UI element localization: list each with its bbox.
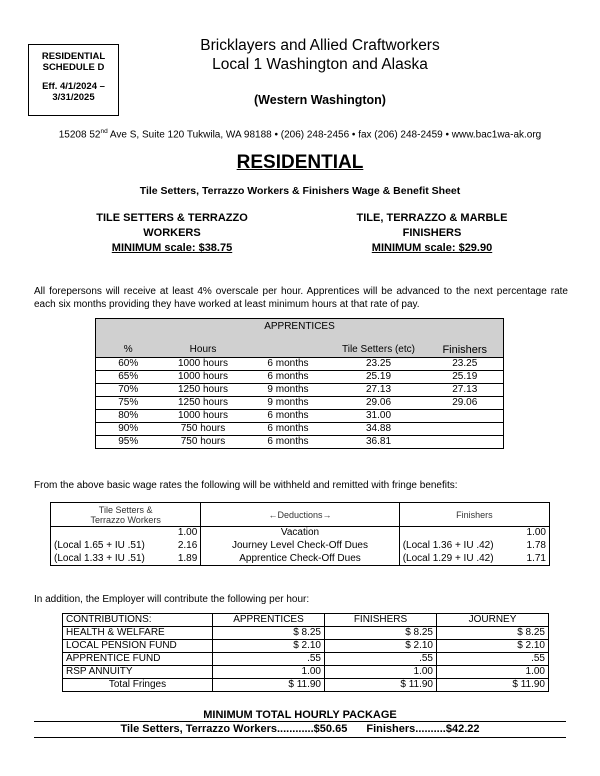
contribution-cell: .55: [437, 653, 549, 666]
tile-setters-scale: [82, 211, 262, 256]
total-fringes-label: Total Fringes: [63, 679, 213, 692]
apprentices-header-period: [246, 344, 331, 358]
total-fringes-journey: $ 11.90: [437, 679, 549, 692]
effective-date-line1: Eff. 4/1/2024 –: [42, 81, 105, 92]
tile-setters-minimum: MINIMUM scale: $38.75: [111, 242, 233, 254]
contribution-cell: .55: [213, 653, 325, 666]
contribution-cell: RSP ANNUITY: [63, 666, 213, 679]
apprentice-cell: 23.25: [427, 358, 504, 371]
apprentice-cell: [427, 423, 504, 436]
apprentice-cell: 70%: [96, 384, 161, 397]
contribution-cell: $ 2.10: [325, 640, 437, 653]
finishers-scale-line1: TILE, TERRAZZO & MARBLE: [356, 212, 508, 224]
total-fringes-apprentices: $ 11.90: [213, 679, 325, 692]
contribution-row: [63, 653, 549, 666]
contribution-cell: $ 2.10: [213, 640, 325, 653]
contrib-header-journey: JOURNEY: [437, 614, 549, 627]
deduction-type: Vacation: [280, 527, 320, 539]
apprentice-cell: [427, 410, 504, 423]
apprentice-row: [96, 397, 504, 410]
foreperson-paragraph: All forepersons will receive at least 4% overscale per hour. Apprentices will be advanced to the next percentage rate each six months providing they have worked at least minimum hours at that rate of pay.: [34, 286, 568, 310]
deductions-header-tile-setters: Tile Setters & Terrazzo Workers: [51, 503, 201, 527]
apprentice-cell: 95%: [96, 436, 161, 449]
apprentice-cell: 1250 hours: [161, 397, 246, 410]
contribution-cell: 1.00: [213, 666, 325, 679]
apprentices-header-tile-setters: Tile Setters (etc): [331, 344, 427, 358]
apprentice-cell: 9 months: [246, 384, 331, 397]
deduction-left-label: (Local 1.33 + IU .51): [54, 552, 145, 564]
schedule-box: [28, 44, 119, 116]
apprentice-cell: 6 months: [246, 436, 331, 449]
deductions-header-finishers: Finishers: [399, 503, 549, 527]
contribution-cell: $ 8.25: [437, 627, 549, 640]
apprentice-cell: 6 months: [246, 371, 331, 384]
deduction-left-label: (Local 1.65 + IU .51): [54, 540, 145, 551]
apprentice-row: [96, 423, 504, 436]
contribution-cell: APPRENTICE FUND: [63, 653, 213, 666]
deduction-right-label: (Local 1.36 + IU .42): [402, 540, 494, 551]
apprentice-cell: 25.19: [331, 371, 427, 384]
apprentice-cell: 29.06: [331, 397, 427, 410]
contribution-row: [63, 627, 549, 640]
tile-setters-scale-line2: WORKERS: [143, 227, 201, 239]
schedule-line2: SCHEDULE D: [42, 62, 105, 73]
withheld-paragraph: From the above basic wage rates the following will be withheld and remitted with fringe benefits:: [34, 480, 458, 491]
apprentice-row: [96, 358, 504, 371]
apprentice-cell: 31.00: [331, 410, 427, 423]
deductions-header-deductions: ←Deductions→: [201, 503, 399, 527]
deductions-table: [50, 502, 550, 566]
apprentice-cell: 27.13: [331, 384, 427, 397]
apprentice-cell: 34.88: [331, 423, 427, 436]
contribution-cell: $ 2.10: [437, 640, 549, 653]
apprentice-cell: 750 hours: [161, 436, 246, 449]
apprentice-cell: 25.19: [427, 371, 504, 384]
deduction-left-value: 1.00: [177, 527, 198, 539]
apprentice-cell: 90%: [96, 423, 161, 436]
deduction-left-value: 1.89: [177, 552, 198, 564]
finishers-scale: [342, 211, 522, 256]
apprentice-cell: 9 months: [246, 397, 331, 410]
page-subtitle: Tile Setters, Terrazzo Workers & Finishers Wage & Benefit Sheet: [139, 185, 461, 197]
apprentice-cell: 1000 hours: [161, 371, 246, 384]
deduction-type: Apprentice Check-Off Dues: [239, 552, 361, 564]
apprentices-header-hours: Hours: [161, 344, 246, 358]
apprentice-cell: 23.25: [331, 358, 427, 371]
contrib-header-apprentices: APPRENTICES: [213, 614, 325, 627]
contribution-cell: $ 8.25: [213, 627, 325, 640]
apprentice-cell: 80%: [96, 410, 161, 423]
contribution-cell: 1.00: [437, 666, 549, 679]
address-rest: Ave S, Suite 120 Tukwila, WA 98188 • (206) 248-2456 • fax (206) 248-2459 • www.bac1wa-ak.org: [107, 129, 542, 141]
tile-setters-scale-line1: TILE SETTERS & TERRAZZO: [96, 212, 248, 224]
deduction-right-value: 1.78: [526, 540, 546, 551]
address-line: [0, 128, 600, 140]
apprentice-row: [96, 384, 504, 397]
apprentice-cell: 1250 hours: [161, 384, 246, 397]
total-fringes-finishers: $ 11.90: [325, 679, 437, 692]
region-label: (Western Washington): [254, 93, 386, 107]
apprentices-header-finishers: Finishers: [427, 344, 504, 358]
finishers-scale-line2: FINISHERS: [402, 227, 462, 239]
contribution-row: [63, 640, 549, 653]
package-title: MINIMUM TOTAL HOURLY PACKAGE: [203, 709, 397, 721]
package-divider-top: [34, 721, 566, 722]
address-number: 15208 52: [58, 129, 101, 141]
apprentice-cell: 65%: [96, 371, 161, 384]
deduction-type: Journey Level Check-Off Dues: [231, 540, 368, 551]
deduction-right-label: (Local 1.29 + IU .42): [402, 552, 494, 564]
org-line1: Bricklayers and Allied Craftworkers: [200, 37, 440, 54]
apprentice-cell: 60%: [96, 358, 161, 371]
apprentice-cell: 29.06: [427, 397, 504, 410]
contribution-cell: $ 8.25: [325, 627, 437, 640]
apprentice-cell: 1000 hours: [161, 358, 246, 371]
apprentice-row: [96, 436, 504, 449]
deduction-right-value: 1.00: [526, 527, 546, 539]
apprentice-cell: 750 hours: [161, 423, 246, 436]
deduction-row: [51, 553, 550, 566]
apprentice-cell: 6 months: [246, 410, 331, 423]
apprentices-table: [95, 318, 504, 449]
deduction-left-value: 2.16: [177, 540, 198, 551]
page-title: RESIDENTIAL: [236, 152, 364, 173]
contrib-header-label: CONTRIBUTIONS:: [63, 614, 213, 627]
contribution-cell: LOCAL PENSION FUND: [63, 640, 213, 653]
apprentice-row: [96, 371, 504, 384]
deduction-row: [51, 540, 550, 553]
contributions-table: [62, 613, 549, 692]
address-suffix: nd: [100, 128, 108, 135]
employer-contribution-paragraph: In addition, the Employer will contribute the following per hour:: [34, 594, 310, 605]
contribution-row: [63, 666, 549, 679]
organization-name: [140, 36, 500, 74]
deduction-row: [51, 527, 550, 540]
schedule-line1: RESIDENTIAL: [41, 51, 106, 62]
package-finishers: Finishers..........$42.22: [366, 723, 480, 735]
apprentice-cell: 6 months: [246, 423, 331, 436]
apprentice-cell: 75%: [96, 397, 161, 410]
org-line2: Local 1 Washington and Alaska: [212, 56, 428, 73]
apprentices-caption: APPRENTICES: [96, 319, 504, 344]
effective-date-line2: 3/31/2025: [52, 92, 95, 103]
contribution-cell: 1.00: [325, 666, 437, 679]
apprentice-cell: 1000 hours: [161, 410, 246, 423]
apprentice-cell: [427, 436, 504, 449]
package-divider-bottom: [34, 737, 566, 738]
finishers-minimum: MINIMUM scale: $29.90: [371, 242, 493, 254]
package-totals: [0, 723, 600, 735]
contribution-cell: HEALTH & WELFARE: [63, 627, 213, 640]
apprentice-cell: 6 months: [246, 358, 331, 371]
apprentices-header-percent: %: [96, 344, 161, 358]
apprentice-row: [96, 410, 504, 423]
apprentice-cell: 27.13: [427, 384, 504, 397]
package-tile-setters: Tile Setters, Terrazzo Workers............$50.65: [120, 723, 348, 735]
apprentice-cell: 36.81: [331, 436, 427, 449]
contribution-cell: .55: [325, 653, 437, 666]
contrib-header-finishers: FINISHERS: [325, 614, 437, 627]
deduction-right-value: 1.71: [526, 552, 546, 564]
